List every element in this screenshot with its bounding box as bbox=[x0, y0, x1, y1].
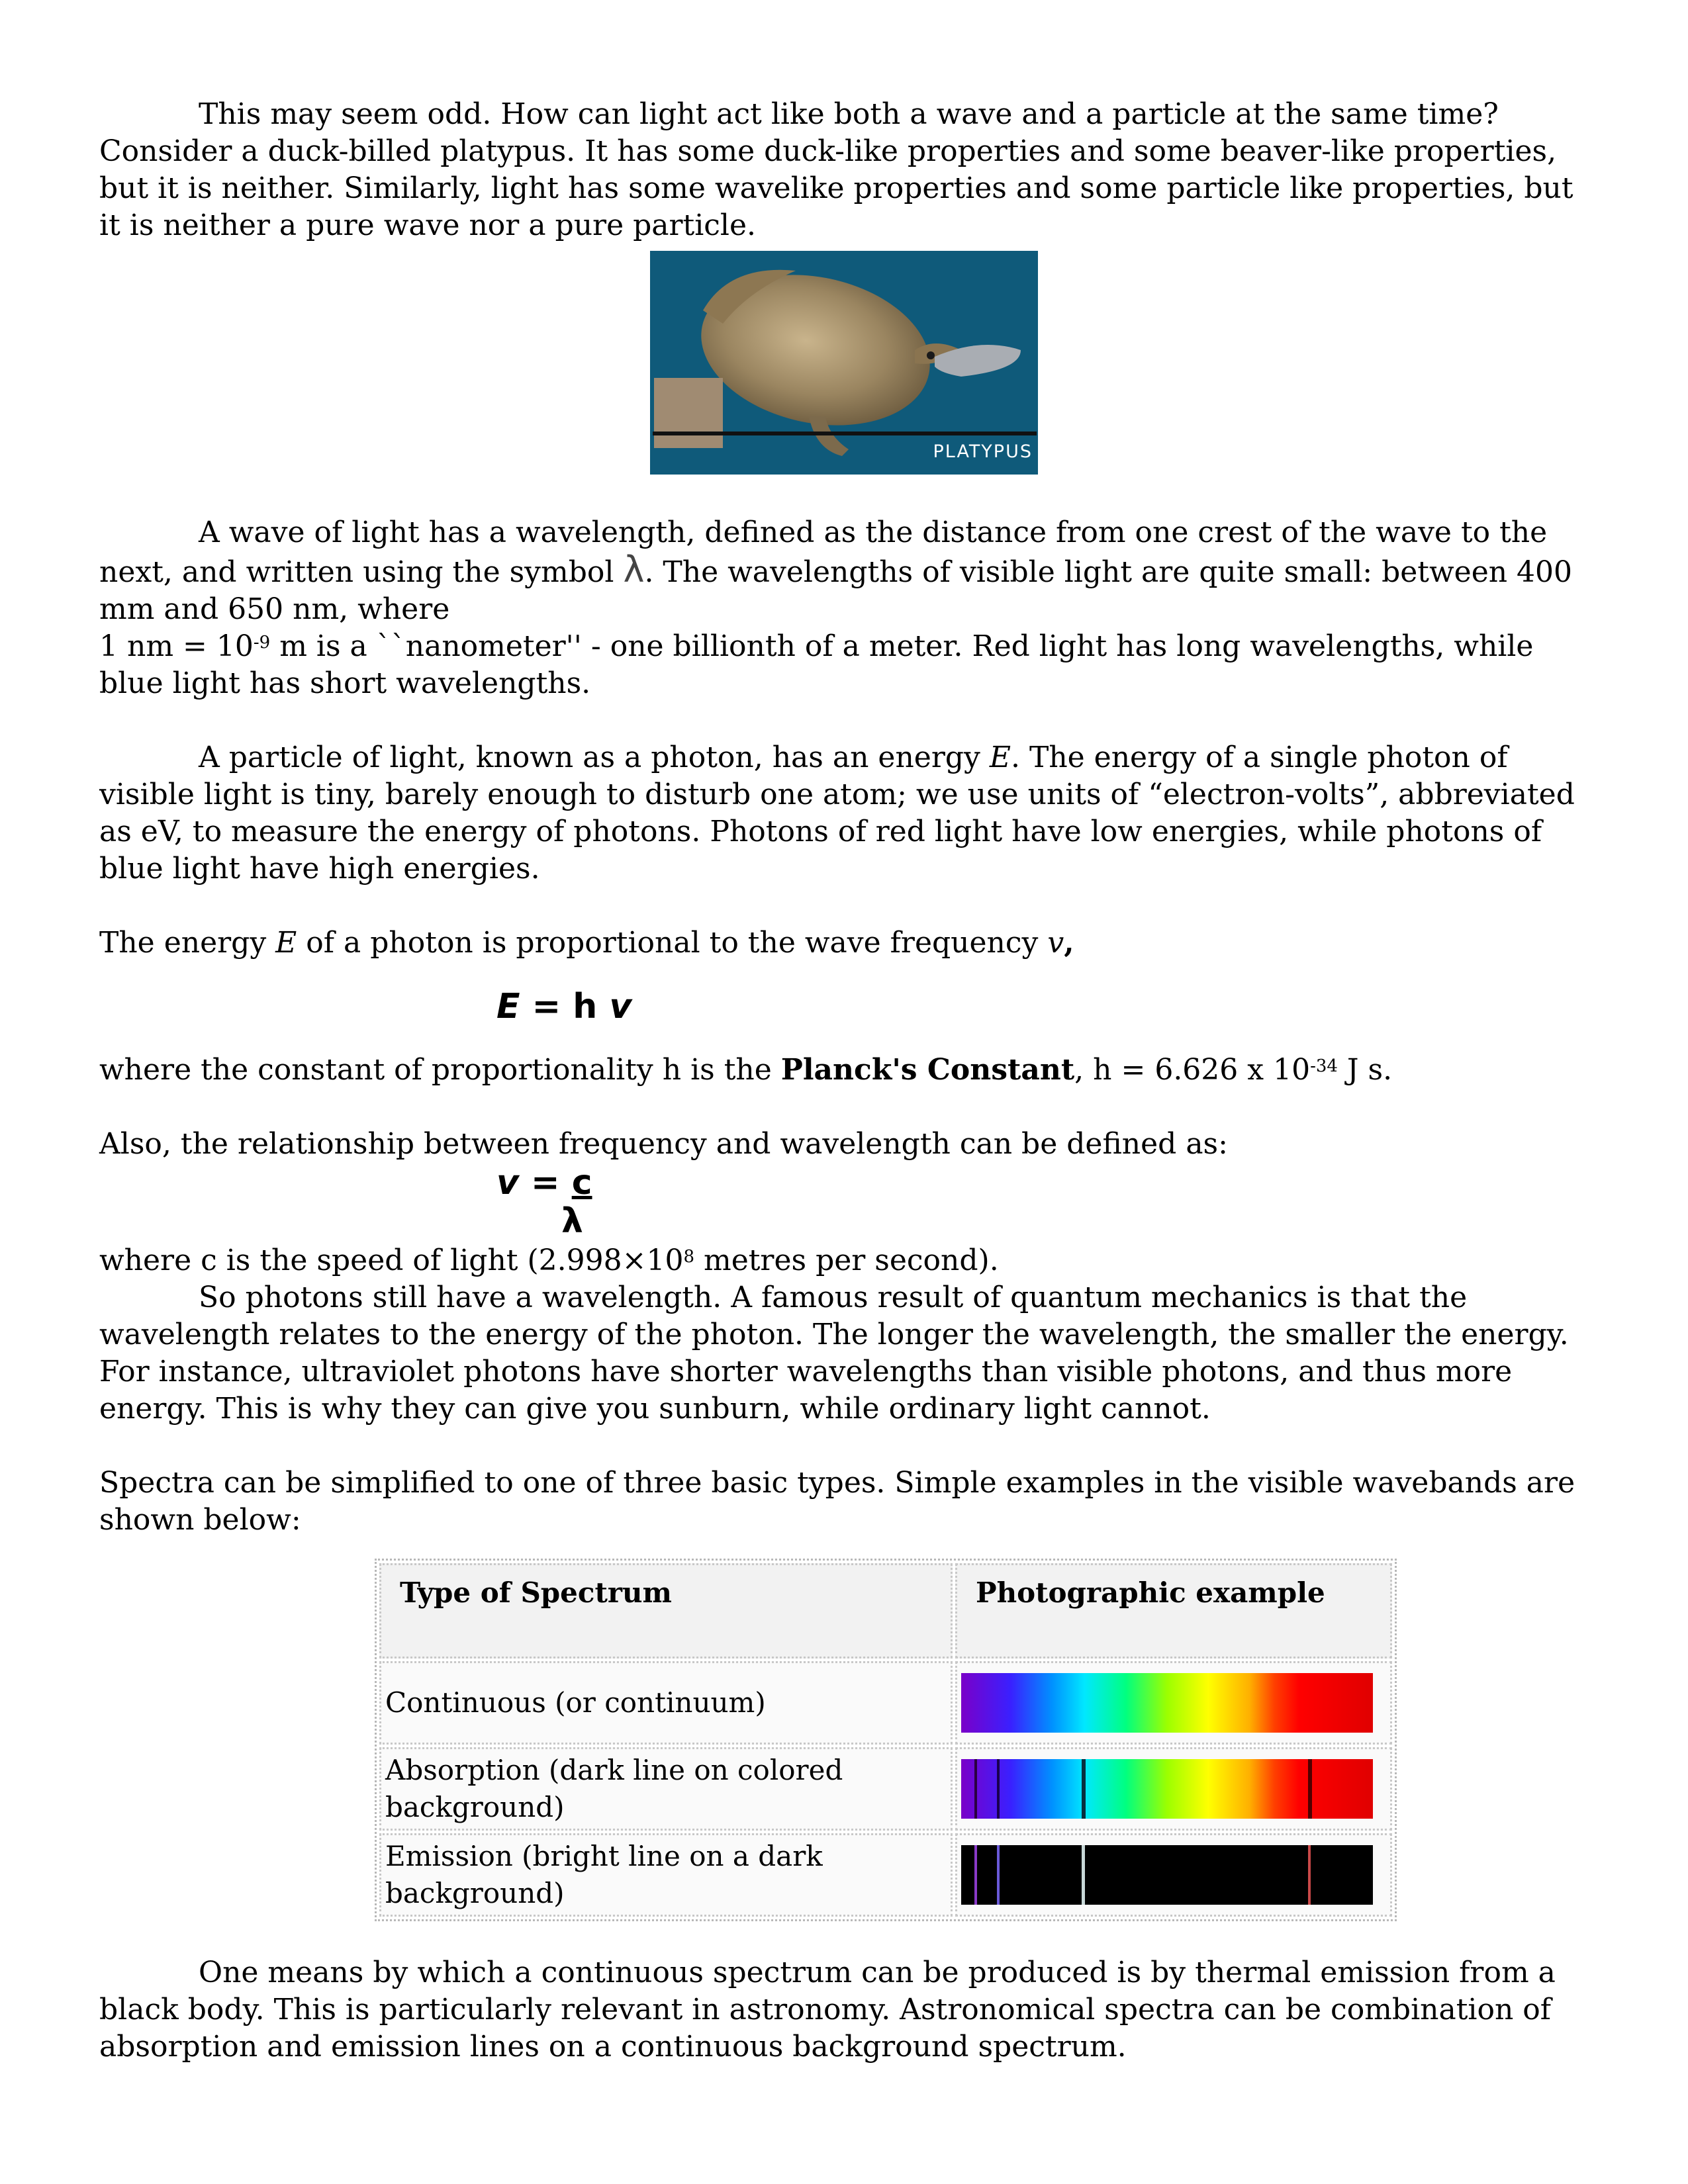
spacer bbox=[99, 1089, 1589, 1126]
table-header-row bbox=[379, 1563, 1392, 1659]
equation-energy: E = h v bbox=[496, 987, 632, 1026]
table-header-example: Photographic example bbox=[955, 1563, 1392, 1659]
table-row bbox=[379, 1747, 1392, 1831]
paragraph-quantum: So photons still have a wavelength. A famous result of quantum mechanics is that the wavelength relates to the energy of the photon. The longer the wavelength, the smaller the energy. For instance, ultraviolet photons have shorter wavelengths than visible photons, and thus more energy. This is why they can give you sunburn, while ordinary light cannot. bbox=[99, 1281, 1569, 1426]
equation-frequency-wavelength: v = c λ bbox=[496, 1163, 592, 1241]
platypus-image bbox=[650, 251, 1038, 475]
table-cell-label: Emission (bright line on a dark background) bbox=[379, 1833, 953, 1917]
paragraph-planck: where the constant of proportionality h is the Planck's Constant, h = 6.626 x $10^{-34}$ J s. bbox=[99, 1053, 1393, 1087]
paragraph-wave-particle: This may seem odd. How can light act like both a wave and a particle at the same time? Consider a duck-billed platypus. It has some duck-like properties and some beaver-like properties, but it is neither. Similarly, light has some wavelike properties and some particle like properties, but it is neither a pure wave nor a pure particle. bbox=[99, 97, 1573, 242]
table-header-type: Type of Spectrum bbox=[379, 1563, 953, 1659]
paragraph-relationship: Also, the relationship between frequency and wavelength can be defined as: bbox=[99, 1127, 1228, 1161]
image-caption: PLATYPUS bbox=[933, 441, 1033, 462]
lambda-symbol: λ bbox=[623, 549, 645, 590]
spacer bbox=[99, 1428, 1589, 1465]
table-row bbox=[379, 1833, 1392, 1917]
continuous-spectrum-image bbox=[961, 1673, 1373, 1733]
emission-spectrum-image bbox=[961, 1845, 1373, 1905]
table-cell-image bbox=[955, 1747, 1392, 1831]
paragraph-black-body: One means by which a continuous spectrum can be produced is by thermal emission from a black body. This is particularly relevant in astronomy. Astronomical spectra can be combination of absorption and emission lines on a continuous background spectrum. bbox=[99, 1956, 1556, 2064]
spacer bbox=[99, 475, 1589, 514]
paragraph-wavelength: A wave of light has a wavelength, defined as the distance from one crest of the wave to the next, and written using the symbol λ. The wavelengths of visible light are quite small: between 400 mm and 650 nm, where 1 nm = $10^{-9}$ m is a ``nanometer'' - one billionth of a meter. Red light has long wavelengths, while blue light has short wavelengths. bbox=[99, 516, 1573, 700]
spectrum-table bbox=[375, 1559, 1397, 1921]
table-cell-image bbox=[955, 1661, 1392, 1745]
paragraph-speed-of-light: where c is the speed of light ($2.998\times 10^8$ metres per second). bbox=[99, 1244, 999, 1277]
document-page bbox=[99, 96, 1589, 2066]
paragraph-photon: A particle of light, known as a photon, has an energy E. The energy of a single photon of visible light is tiny, barely enough to disturb one atom; we use units of “electron-volts”, abbreviated as eV, to measure the energy of photons. Photons of red light have low energies, while photons of blue light have high energies. bbox=[99, 741, 1575, 886]
spacer bbox=[99, 1921, 1589, 1954]
absorption-spectrum-image bbox=[961, 1759, 1373, 1819]
platypus-illustration bbox=[650, 251, 1038, 475]
paragraph-spectra-types: Spectra can be simplified to one of three basic types. Simple examples in the visible wavebands are shown below: bbox=[99, 1466, 1575, 1537]
spacer bbox=[99, 887, 1589, 925]
table-cell-label: Continuous (or continuum) bbox=[379, 1661, 953, 1745]
spacer bbox=[99, 702, 1589, 739]
table-cell-label: Absorption (dark line on colored background) bbox=[379, 1747, 953, 1831]
table-row bbox=[379, 1661, 1392, 1745]
table-cell-image bbox=[955, 1833, 1392, 1917]
paragraph-energy-frequency: The energy E of a photon is proportional to the wave frequency v, bbox=[99, 926, 1074, 960]
lambda-denominator: λ bbox=[561, 1201, 583, 1241]
